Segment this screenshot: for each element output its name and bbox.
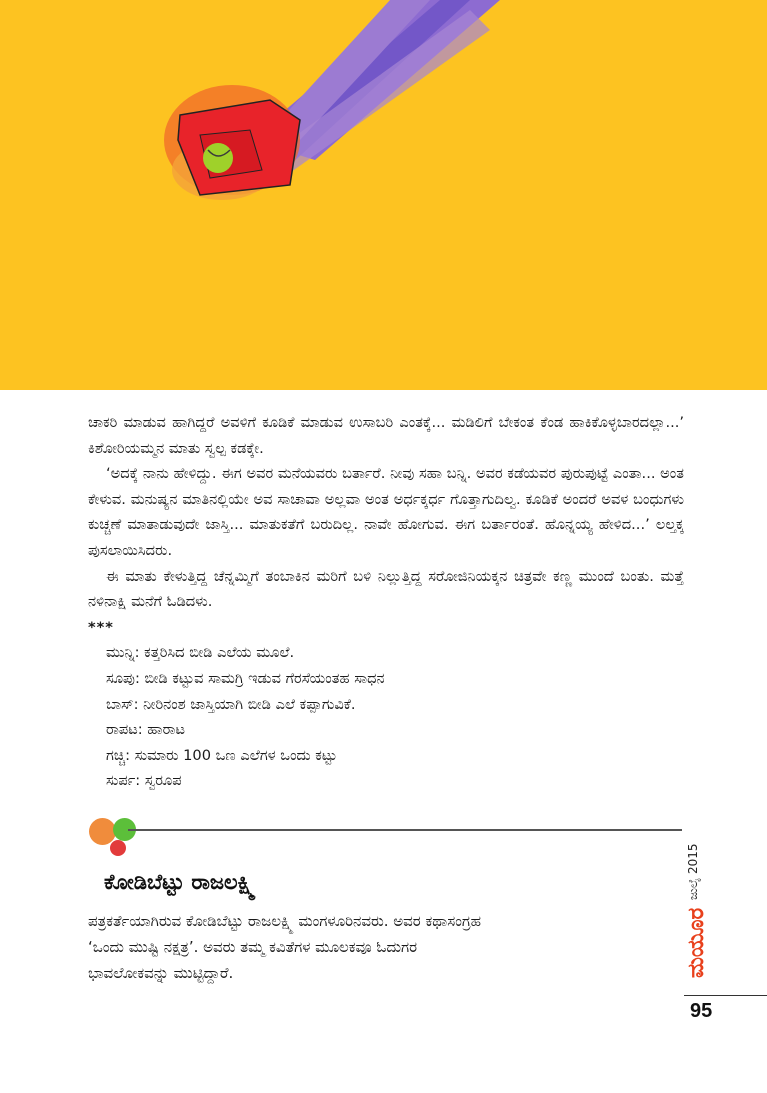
page-number-rule (684, 995, 767, 996)
glossary-item: ಗಚ್ಚಿ: ಸುಮಾರು 100 ಒಣ ಎಲೆಗಳ ಒಂದು ಕಟ್ಟು (106, 746, 338, 764)
glossary-item: ಬಾಸ್: ನೀರಿನಂಶ ಜಾಸ್ತಿಯಾಗಿ ಬೀಡಿ ಎಲೆ ಕಪ್ಪಾಗುವಿಕೆ. (106, 695, 356, 713)
magazine-title: ಮಯೂರ (684, 907, 709, 978)
section-divider (128, 829, 682, 831)
glossary-item: ಸೂಪು: ಬೀಡಿ ಕಟ್ಟುವ ಸಾಮಗ್ರಿ ಇಡುವ ಗೆರಸೆಯಂತಹ ಸಾಧನ (106, 669, 385, 687)
paragraph: ಚಾಕರಿ ಮಾಡುವ ಹಾಗಿದ್ದರೆ ಅವಳಿಗೆ ಕೂಡಿಕೆ ಮಾಡುವ ಉಸಾಬರಿ ಎಂತಕ್ಕೆ... ಮಡಿಲಿಗೆ ಬೇಕಂತ ಕೆಂಡ ಹಾಕಿಕೊಳ್ಳಬಾರದಲ್ಲಾ...’ ಕಿಶೋರಿಯಮ್ಮನ ಮಾತು ಸ್ವಲ್ಪ ಕಡಕ್ಕೇ. (88, 414, 684, 457)
paragraph: ‘ಅದಕ್ಕೆ ನಾನು ಹೇಳಿದ್ದು. ಈಗ ಅವರ ಮನೆಯವರು ಬರ್ತಾರೆ. ನೀವು ಸಹಾ ಬನ್ನಿ. ಅವರ ಕಡೆಯವರ ಪುರುಪುಟ್ಟೆ ಎಂತಾ... ಅಂತ ಕೇಳುವ. ಮನುಷ್ಯನ ಮಾತಿನಲ್ಲಿಯೇ ಅವ ಸಾಚಾವಾ ಅಲ್ಲವಾ ಅಂತ ಅರ್ಧಕ್ಕರ್ಧ ಗೊತ್ತಾಗುದಿಲ್ವ. ಕೂಡಿಕೆ ಅಂದರೆ ಅವಳ ಬಂಧುಗಳು ಕುಚ್ಚಣೆ ಮಾತಾಡುವುದೇ ಜಾಸ್ತಿ... ಮಾತುಕತೆಗೆ ಬರುದಿಲ್ಲ. ನಾವೇ ಹೋಗುವ. ಈಗ ಬರ್ತಾರಂತೆ. ಹೊನ್ನಯ್ಯ ಹೇಳಿದ...’ ಲಲ್ತಕ್ಕ ಪುಸಲಾಯಿಸಿದರು. (88, 465, 684, 559)
issue-date: ಜುಲೈ 2015 (686, 843, 700, 900)
section-separator: *** (88, 618, 114, 636)
glossary (106, 640, 684, 794)
page-number: 95 (690, 1000, 713, 1022)
red-dot-icon (110, 840, 126, 856)
illustration-banner (0, 0, 767, 390)
glossary-item: ರಾಪಟ: ಹಾರಾಟ (106, 721, 185, 739)
bio-line: ‘ಒಂದು ಮುಷ್ಟಿ ನಕ್ಷತ್ರ’. ಅವರು ತಮ್ಮ ಕವಿತೆಗಳ ಮೂಲಕವೂ ಓದುಗರ (88, 938, 418, 956)
bio-line: ಭಾವಲೋಕವನ್ನು ಮುಟ್ಟಿದ್ದಾರೆ. (88, 964, 234, 982)
paragraph: ಈ ಮಾತು ಕೇಳುತ್ತಿದ್ದ ಚೆನ್ನಮ್ಮಿಗೆ ತಂಬಾಕಿನ ಮರಿಗೆ ಬಳಿ ನಿಲ್ಲುತ್ತಿದ್ದ ಸರೋಜಿನಿಯಕ್ಕನ ಚಿತ್ರವೇ ಕಣ್ಣ ಮುಂದೆ ಬಂತು. ಮತ್ತೆ ನಳಿನಾಕ್ಷಿ ಮನೆಗೆ ಓಡಿದಳು. (88, 567, 684, 611)
glossary-item: ಮುನ್ನಿ: ಕತ್ತರಿಸಿದ ಬೀಡಿ ಎಲೆಯ ಮೂಲೆ. (106, 644, 295, 662)
green-orb-icon (203, 143, 233, 173)
author-bio (88, 908, 668, 986)
sidebar (684, 830, 714, 980)
comet-illustration-icon (0, 0, 767, 390)
glossary-item: ಸುರ್ಪ: ಸ್ವರೂಪ (106, 772, 182, 790)
bio-line: ಪತ್ರಕರ್ತೆಯಾಗಿರುವ ಕೋಡಿಬೆಟ್ಟು ರಾಜಲಕ್ಷ್ಮಿ ಮಂಗಳೂರಿನವರು. ಅವರ ಕಥಾಸಂಗ್ರಹ (88, 912, 481, 930)
author-name: ಕೋಡಿಬೆಟ್ಟು ರಾಜಲಕ್ಷ್ಮಿ (104, 870, 256, 894)
article-body (88, 410, 684, 794)
red-box (178, 100, 300, 195)
